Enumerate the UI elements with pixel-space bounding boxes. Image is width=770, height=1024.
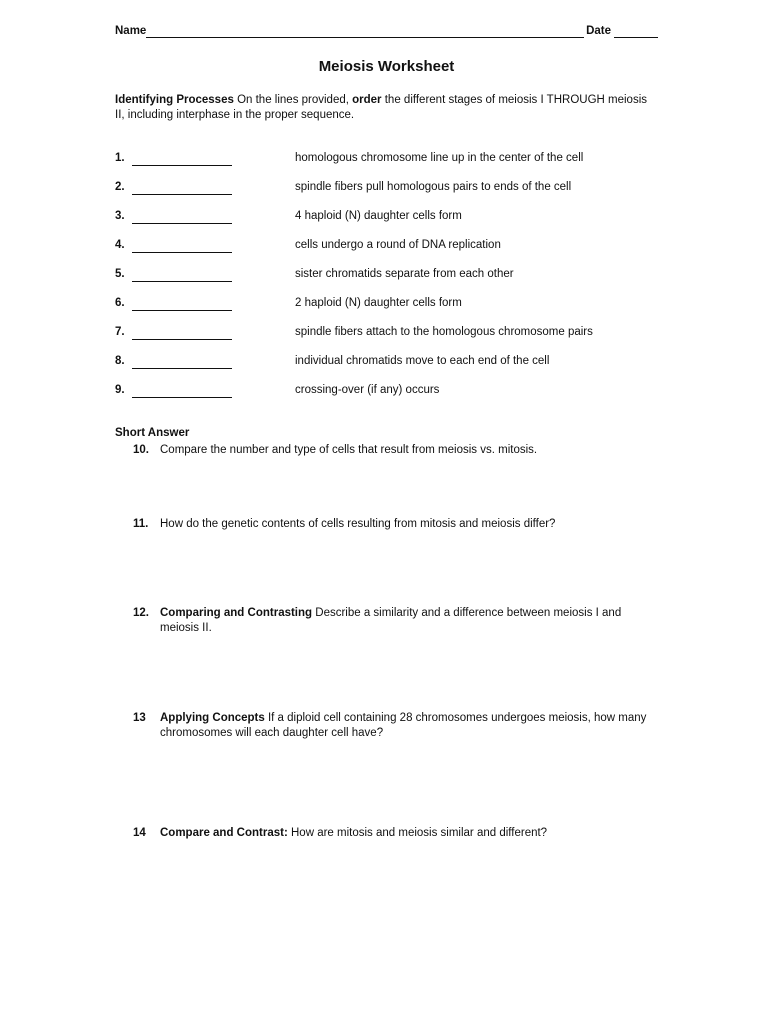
instructions-text-2: the different stages of meiosis I THROUGH meiosis II, including interphase in the proper sequence.	[115, 94, 647, 121]
question	[115, 606, 658, 636]
question-bold-lead: Compare and Contrast:	[160, 827, 288, 839]
ordering-list	[115, 150, 658, 398]
answer-blank-line	[132, 385, 232, 398]
date-blank-line	[614, 25, 658, 38]
item-number: 7.	[115, 326, 125, 338]
question	[115, 443, 658, 458]
page-title: Meiosis Worksheet	[318, 58, 455, 75]
instructions-paragraph	[115, 93, 658, 123]
name-date-row	[115, 24, 658, 39]
question	[115, 711, 658, 741]
item-description: homologous chromosome line up in the center of the cell	[295, 152, 584, 164]
item-number: 2.	[115, 181, 125, 193]
item-description: crossing-over (if any) occurs	[295, 384, 440, 396]
item-description: cells undergo a round of DNA replication	[295, 239, 501, 251]
question-body: If a diploid cell containing 28 chromosomes undergoes meiosis, how many chromosomes will each daughter cell have?	[160, 712, 647, 739]
item-number: 5.	[115, 268, 125, 280]
question-body: Describe a similarity and a difference between meiosis I and meiosis II.	[160, 607, 622, 634]
question-number: 14	[133, 827, 146, 839]
ordering-item	[115, 295, 658, 311]
answer-blank-line	[132, 240, 232, 253]
answer-blank-line	[132, 356, 232, 369]
date-label: Date	[586, 25, 611, 37]
ordering-item	[115, 382, 658, 398]
question-body: How are mitosis and meiosis similar and different?	[287, 827, 548, 839]
short-answer-heading: Short Answer	[115, 427, 190, 439]
question-body: Compare the number and type of cells that result from meiosis vs. mitosis.	[160, 444, 538, 456]
question-text	[160, 606, 658, 636]
question-text	[160, 826, 547, 841]
answer-blank-line	[132, 153, 232, 166]
ordering-item	[115, 266, 658, 282]
answer-blank-line	[132, 269, 232, 282]
item-number: 6.	[115, 297, 125, 309]
question-text	[160, 443, 537, 458]
answer-blank-line	[132, 182, 232, 195]
name-blank-line	[146, 25, 584, 38]
question-number: 13	[133, 712, 146, 724]
item-description: sister chromatids separate from each other	[295, 268, 514, 280]
answer-blank-line	[132, 327, 232, 340]
question-number: 10.	[133, 444, 149, 456]
question-text	[160, 517, 555, 532]
question-bold-lead: Comparing and Contrasting	[160, 607, 313, 619]
ordering-item	[115, 150, 658, 166]
item-number: 1.	[115, 152, 125, 164]
instructions-text-1: On the lines provided,	[233, 94, 353, 106]
item-description: 2 haploid (N) daughter cells form	[295, 297, 462, 309]
question-number: 11.	[133, 518, 149, 530]
item-description: individual chromatids move to each end of the cell	[295, 355, 550, 367]
question	[115, 826, 658, 841]
item-description: spindle fibers pull homologous pairs to ends of the cell	[295, 181, 572, 193]
answer-blank-line	[132, 211, 232, 224]
ordering-item	[115, 237, 658, 253]
item-number: 9.	[115, 384, 125, 396]
ordering-item	[115, 324, 658, 340]
item-description: spindle fibers attach to the homologous chromosome pairs	[295, 326, 593, 338]
instructions-lead: Identifying Processes	[115, 94, 234, 106]
ordering-item	[115, 208, 658, 224]
ordering-item	[115, 179, 658, 195]
name-label: Name	[115, 25, 147, 37]
answer-blank-line	[132, 298, 232, 311]
question-body: How do the genetic contents of cells resulting from mitosis and meiosis differ?	[160, 518, 556, 530]
instructions-order-word: order	[352, 94, 382, 106]
item-description: 4 haploid (N) daughter cells form	[295, 210, 462, 222]
ordering-item	[115, 353, 658, 369]
item-number: 3.	[115, 210, 125, 222]
question-number: 12.	[133, 607, 149, 619]
short-answer-section	[115, 426, 658, 841]
question	[115, 517, 658, 532]
item-number: 4.	[115, 239, 125, 251]
item-number: 8.	[115, 355, 125, 367]
question-bold-lead: Applying Concepts	[160, 712, 265, 724]
question-text	[160, 711, 658, 741]
